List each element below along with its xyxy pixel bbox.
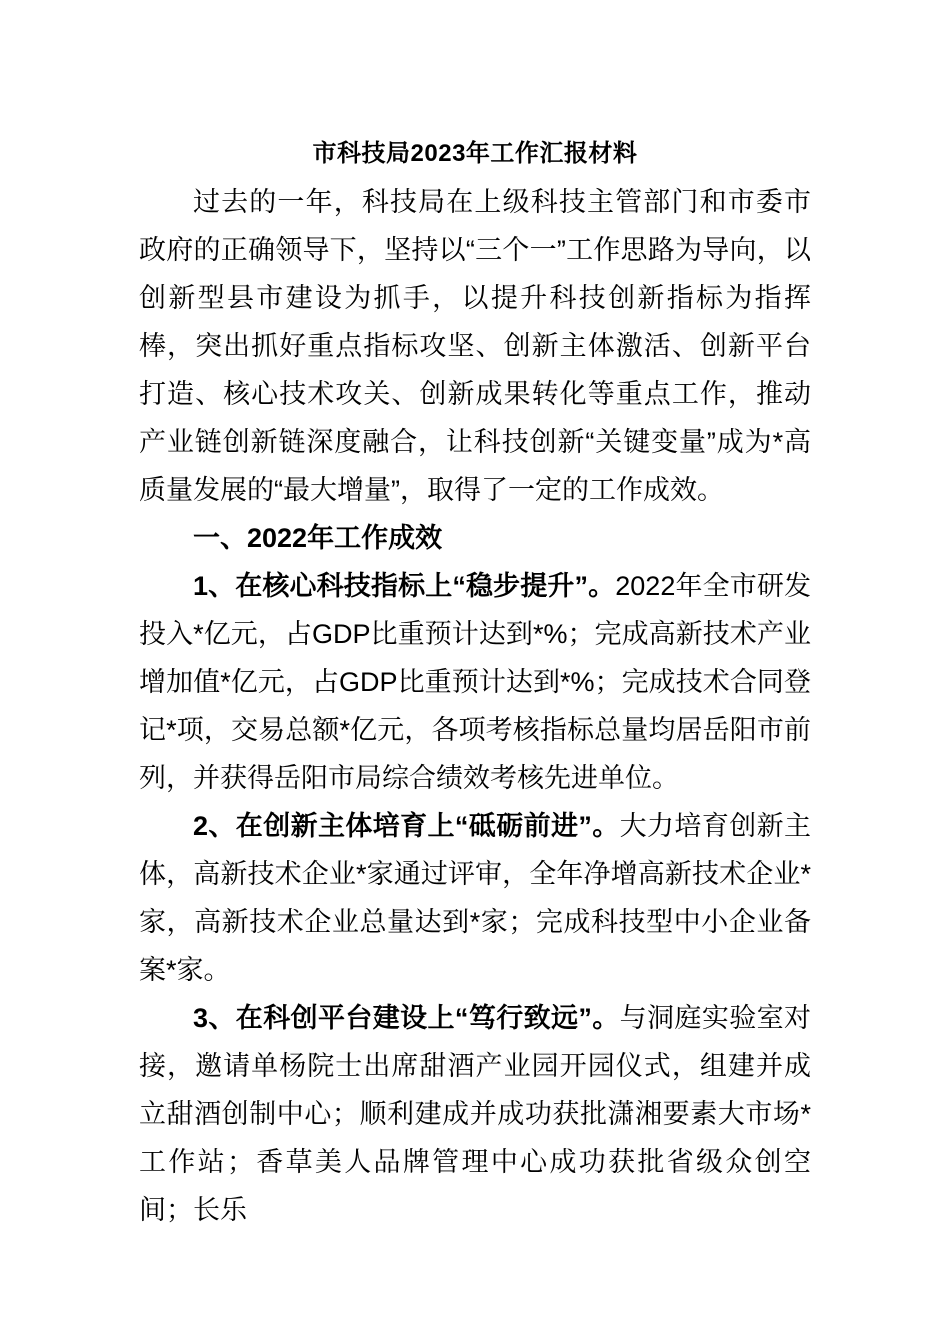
document-title: 市科技局2023年工作汇报材料 — [312, 140, 638, 167]
text-run: 2022年全市研发投入*亿元，占GDP比重预计达到*%；完成高新技术产业增加值*亿元，占GDP比重预计达到*%；完成技术合同登记*项，交易总额*亿元，各项考核指标总量均居岳阳市前列，并获得岳阳市局综合绩效考核先进单位。 — [139, 571, 811, 793]
text-run: 过去的一年，科技局在上级科技主管部门和市委市政府的正确领导下，坚持以“三个一”工作思路为导向，以创新型县市建设为抓手，以提升科技创新指标为指挥棒，突出抓好重点指标攻坚、创新主体激活、创新平台打造、核心技术攻关、创新成果转化等重点工作，推动产业链创新链深度融合，让科技创新“关键变量”成为*高质量发展的“最大增量”，取得了一定的工作成效。 — [139, 187, 811, 505]
text-run: 与洞庭实验室对接，邀请单杨院士出席甜酒产业园开园仪式，组建并成立甜酒创制中心；顺利建成并成功获批潇湘要素大市场*工作站；香草美人品牌管理中心成功获批省级众创空间；长乐 — [139, 1003, 811, 1225]
paragraph — [139, 994, 811, 1234]
text-run: 大力培育创新主体，高新技术企业*家通过评审，全年净增高新技术企业*家，高新技术企业总量达到*家；完成科技型中小企业备案*家。 — [139, 811, 811, 985]
document-body — [139, 178, 811, 1234]
text-run: 3、在科创平台建设上“笃行致远”。 — [193, 1003, 620, 1033]
section-heading — [139, 514, 811, 562]
text-run: 2、在创新主体培育上“砥砺前进”。 — [193, 811, 620, 841]
paragraph — [139, 562, 811, 802]
paragraph — [139, 178, 811, 514]
paragraph — [139, 802, 811, 994]
text-run: 1、在核心科技指标上“稳步提升”。 — [193, 571, 616, 601]
text-run: 一、2022年工作成效 — [193, 523, 443, 553]
